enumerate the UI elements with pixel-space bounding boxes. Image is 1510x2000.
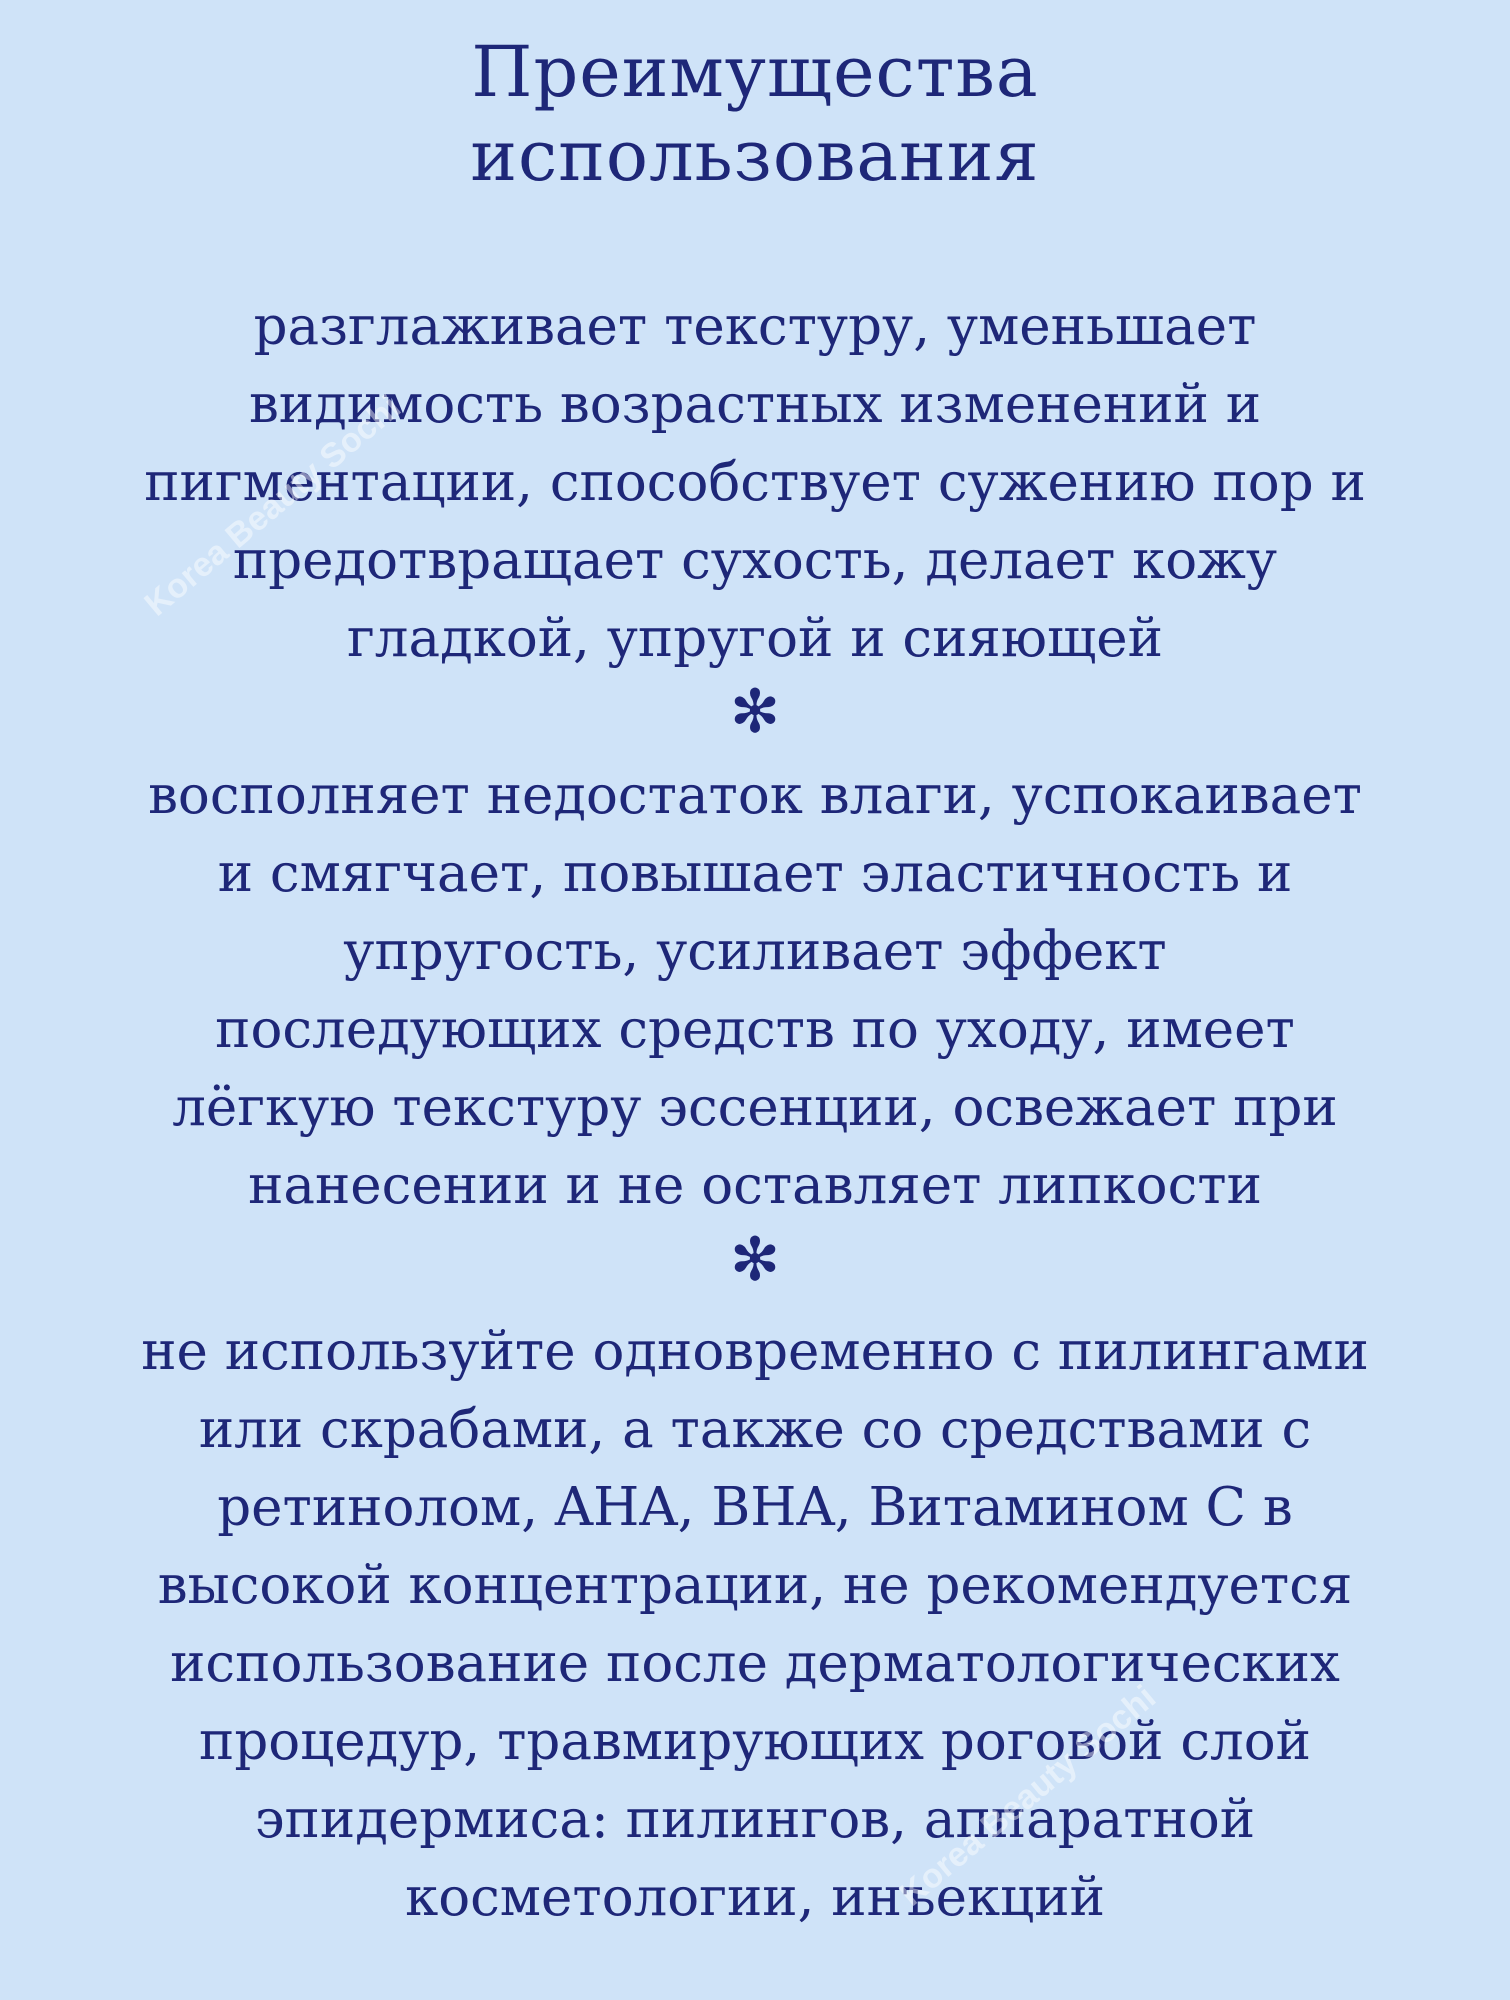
text-line: упругость, усиливает эффект bbox=[343, 921, 1167, 982]
text-line: пигментации, способствует сужению пор и bbox=[144, 452, 1366, 513]
text-line: предотвращает сухость, делает кожу bbox=[232, 530, 1278, 591]
text-line: нанесении и не оставляет липкости bbox=[248, 1155, 1262, 1216]
text-line: видимость возрастных изменений и bbox=[248, 374, 1262, 435]
watermark: Korea Beauty Sochi bbox=[892, 1678, 1163, 1914]
text-line: ретинолом, AHA, BHA, Витамином С в bbox=[217, 1477, 1293, 1538]
text-line: или скрабами, а также со средствами с bbox=[198, 1399, 1312, 1460]
benefits-paragraph-2 bbox=[30, 757, 1480, 1225]
text-line: последующих средств по уходу, имеет bbox=[215, 999, 1295, 1060]
warning-paragraph bbox=[30, 1313, 1480, 1937]
asterisk-separator-icon: ✻ bbox=[729, 677, 781, 747]
text-line: эпидермиса: пилингов, аппаратной bbox=[254, 1789, 1256, 1850]
watermark: Korea Beauty Sochi bbox=[137, 388, 408, 624]
page-title-line-1: Преимущества bbox=[471, 31, 1039, 113]
text-line: гладкой, упругой и сияющей bbox=[347, 608, 1163, 669]
text-line: высокой концентрации, не рекомендуется bbox=[157, 1555, 1353, 1616]
text-line: косметологии, инъекций bbox=[405, 1867, 1105, 1928]
text-line: использование после дерматологических bbox=[170, 1633, 1340, 1694]
page-title-line-2: использования bbox=[470, 115, 1040, 197]
benefits-paragraph-1 bbox=[30, 288, 1480, 678]
text-line: восполняет недостаток влаги, успокаивает bbox=[148, 765, 1362, 826]
asterisk-separator-icon: ✻ bbox=[729, 1225, 781, 1295]
text-line: процедур, травмирующих роговой слой bbox=[199, 1711, 1311, 1772]
page-title bbox=[0, 30, 1510, 198]
text-line: лёгкую текстуру эссенции, освежает при bbox=[172, 1077, 1338, 1138]
text-line: разглаживает текстуру, уменьшает bbox=[253, 296, 1257, 357]
text-line: не используйте одновременно с пилингами bbox=[141, 1321, 1369, 1382]
text-line: и смягчает, повышает эластичность и bbox=[217, 843, 1293, 904]
